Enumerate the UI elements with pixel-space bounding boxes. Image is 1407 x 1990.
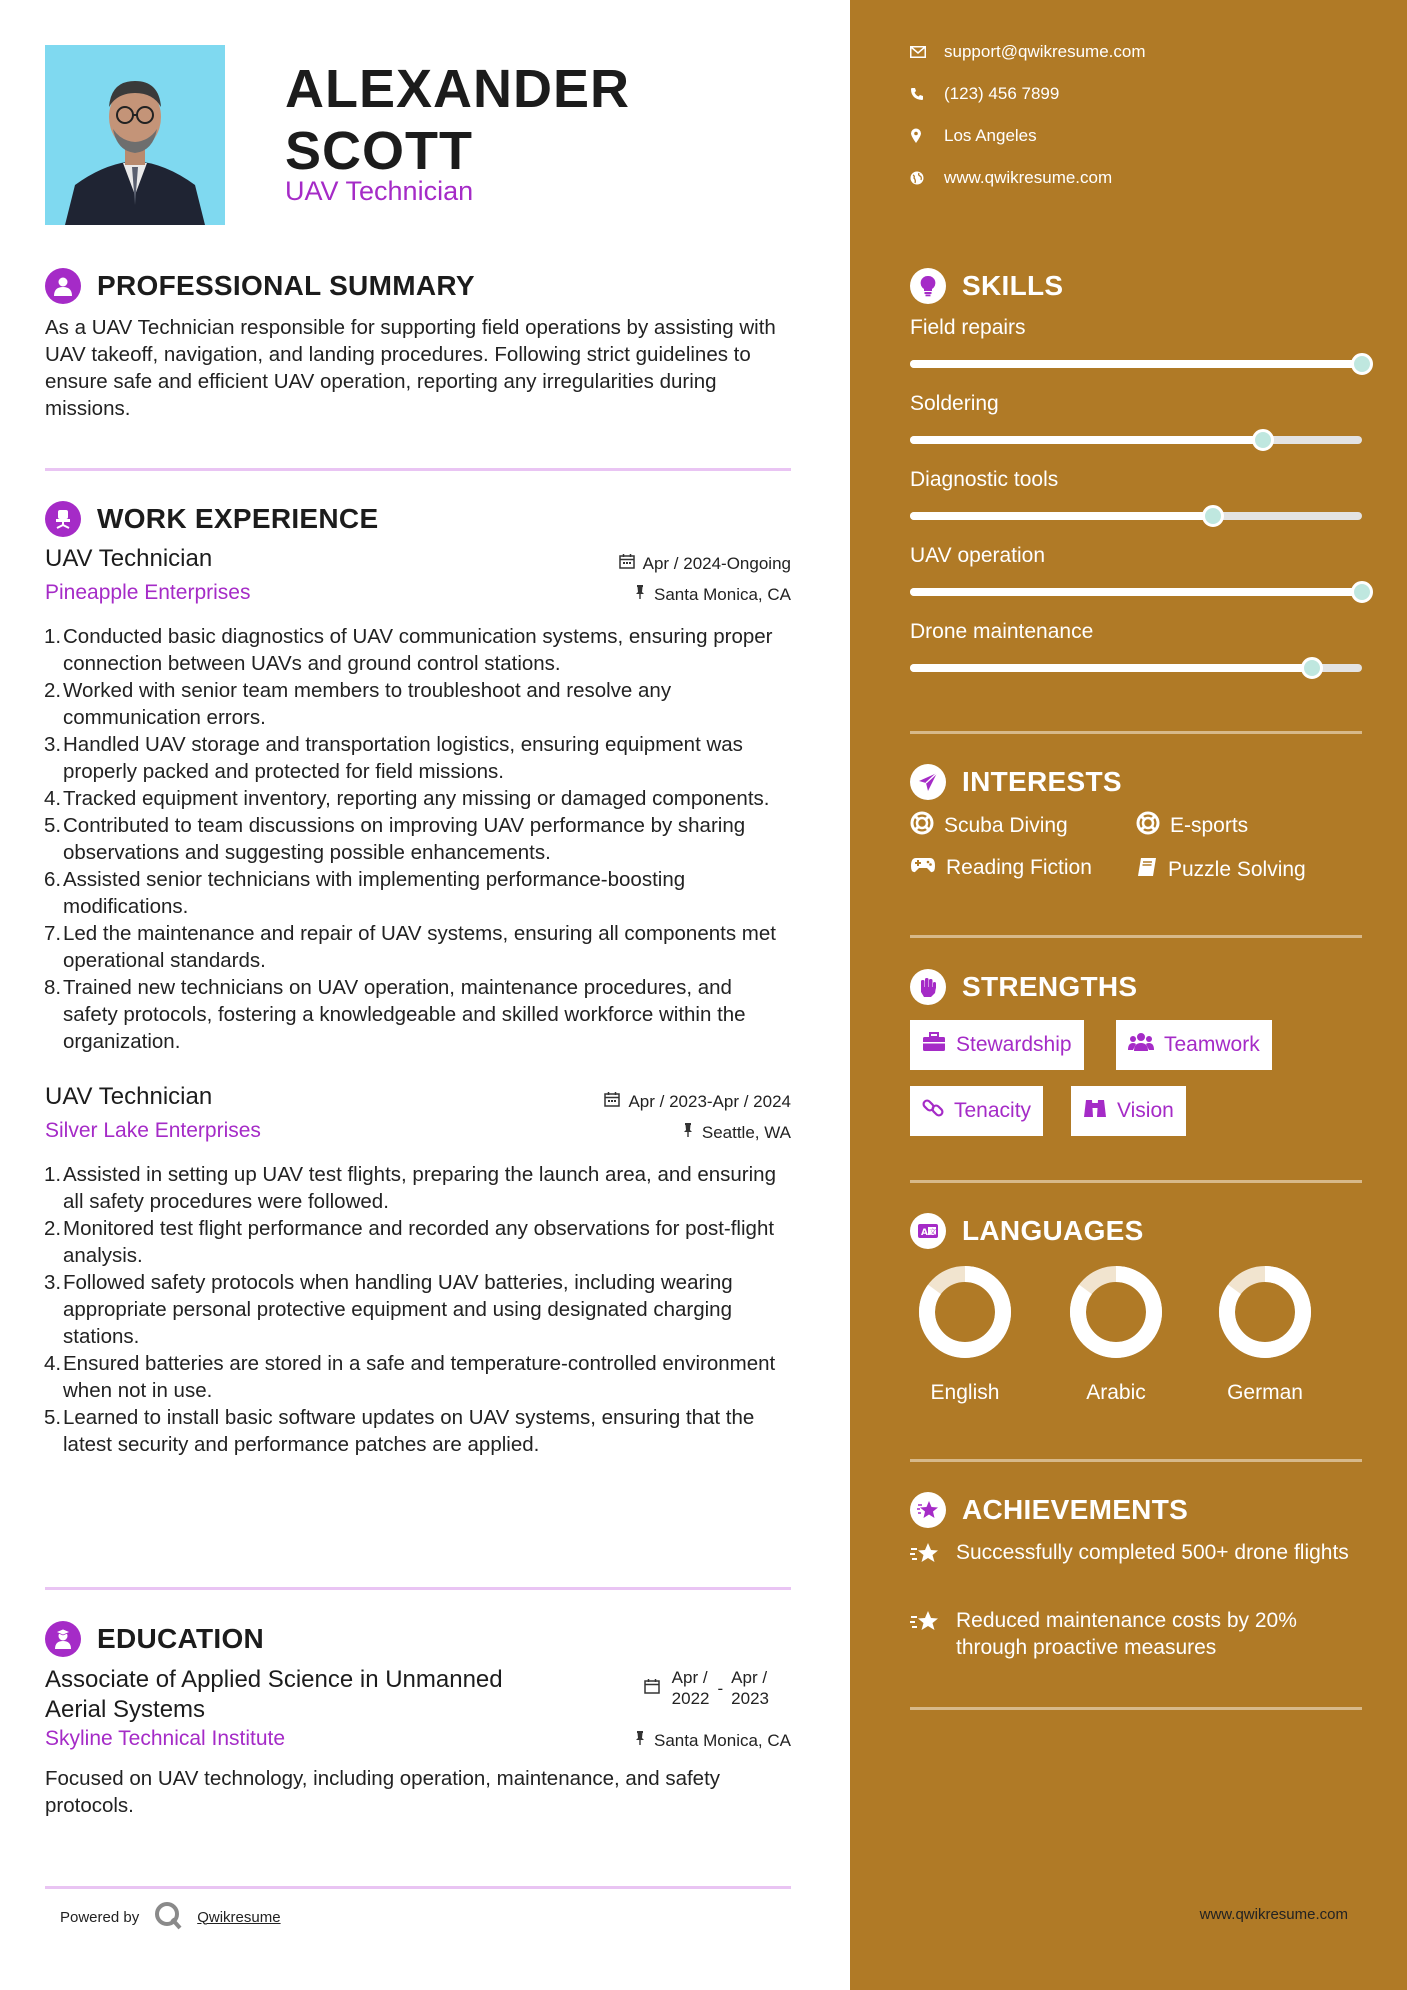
skill-bar-fill xyxy=(910,664,1312,672)
divider xyxy=(910,1707,1362,1710)
skill-bar-knob xyxy=(1202,505,1224,527)
list-item: 3. Handled UAV storage and transportation logistics, ensuring equipment was properly packed and protected for field missions. xyxy=(44,733,743,783)
job-duties xyxy=(45,1161,791,1458)
edu-end: Apr / 2023 xyxy=(731,1668,769,1708)
qwikresume-link[interactable]: Qwikresume xyxy=(197,1908,281,1926)
job-entry xyxy=(45,545,791,1055)
contact-location xyxy=(910,126,1037,146)
summary-section xyxy=(45,266,791,422)
pushpin-icon xyxy=(634,584,646,605)
job-title: UAV Technician xyxy=(285,176,474,206)
edu-dash: - xyxy=(717,1678,724,1698)
divider xyxy=(45,468,791,471)
job-duties xyxy=(45,623,791,1055)
languages-header xyxy=(910,1211,1144,1251)
language-name: Arabic xyxy=(1086,1381,1146,1404)
achievements-heading: ACHIEVEMENTS xyxy=(962,1494,1189,1525)
skill-name: Diagnostic tools xyxy=(910,468,1059,491)
language-item xyxy=(910,1262,1020,1405)
footer-website[interactable]: www.qwikresume.com xyxy=(1199,1906,1348,1923)
office-chair-icon xyxy=(45,501,81,537)
star-icon xyxy=(910,1607,944,1661)
job-date xyxy=(604,1091,791,1112)
divider xyxy=(910,1459,1362,1462)
language-icon xyxy=(910,1213,946,1249)
education-heading: EDUCATION xyxy=(97,1623,265,1654)
company-name: Pineapple Enterprises xyxy=(45,581,251,604)
fist-icon xyxy=(910,969,946,1005)
skill-bar xyxy=(910,436,1362,444)
language-item xyxy=(1061,1262,1171,1405)
languages-heading: LANGUAGES xyxy=(962,1215,1144,1246)
skill-name: Drone maintenance xyxy=(910,620,1094,643)
language-ring xyxy=(1061,1262,1171,1362)
name-last: SCOTT xyxy=(285,121,473,181)
education-location-text: Santa Monica, CA xyxy=(653,1730,791,1750)
svg-text:文: 文 xyxy=(929,1227,937,1236)
list-item: 6. Assisted senior technicians with implementing performance-boosting modifications. xyxy=(44,868,686,918)
paper-plane-icon xyxy=(910,764,946,800)
degree-title: Associate of Applied Science in Unmanned Aerial Systems xyxy=(45,1666,503,1723)
list-item: 8. Trained new technicians on UAV operation, maintenance procedures, and safety protocols, fostering a knowledgeable and skilled workforce within the organization. xyxy=(44,976,746,1053)
skill-bar-knob xyxy=(1252,429,1274,451)
list-item: 4. Tracked equipment inventory, reporting any missing or damaged components. xyxy=(44,787,770,810)
strengths-header xyxy=(910,967,1137,1007)
summary-text: As a UAV Technician responsible for supporting field operations by assisting with UAV takeoff, navigation, and landing procedures. Following strict guidelines to ensure safe and efficient UAV operation, reporting any irregularities during missions. xyxy=(45,316,776,420)
skill-bar-fill xyxy=(910,360,1362,368)
job-position: UAV Technician xyxy=(45,545,213,572)
job-location-text: Santa Monica, CA xyxy=(653,584,791,604)
list-item: 2. Monitored test flight performance and recorded any observations for post-flight analysis. xyxy=(44,1217,775,1267)
achievement-item: Successfully completed 500+ drone flights xyxy=(910,1539,1362,1574)
skill-bar-fill xyxy=(910,436,1263,444)
interests-header xyxy=(910,762,1122,802)
skill-name: Field repairs xyxy=(910,316,1026,339)
interests-heading: INTERESTS xyxy=(962,766,1122,797)
calendar-icon xyxy=(604,1091,620,1112)
contact-phone xyxy=(910,84,1059,104)
skill-bar-fill xyxy=(910,512,1213,520)
interest-item: Reading Fiction xyxy=(910,856,1092,880)
star-badge-icon xyxy=(910,1492,946,1528)
divider xyxy=(45,1886,791,1889)
pushpin-icon xyxy=(682,1122,694,1143)
skill-bar-knob xyxy=(1351,581,1373,603)
language-ring xyxy=(910,1262,1020,1362)
skills-heading: SKILLS xyxy=(962,270,1064,301)
skill-name: Soldering xyxy=(910,392,999,415)
list-item: 4. Ensured batteries are stored in a safe and temperature-controlled environment when not in use. xyxy=(44,1352,776,1402)
envelope-icon xyxy=(910,46,944,58)
education-location xyxy=(634,1730,791,1751)
strength-chip: Stewardship xyxy=(910,1020,1084,1070)
phone-icon xyxy=(910,87,944,101)
skill-bar xyxy=(910,664,1362,672)
powered-by-label: Powered by xyxy=(60,1908,140,1926)
interest-item: Scuba Diving xyxy=(910,811,1068,841)
list-item: 5. Learned to install basic software updates on UAV systems, ensuring that the latest security and performance patches are applied. xyxy=(44,1406,755,1456)
book-icon xyxy=(1136,856,1158,884)
life-ring-icon xyxy=(1136,811,1160,841)
job-date-text: Apr / 2023-Apr / 2024 xyxy=(628,1091,791,1111)
calendar-icon xyxy=(644,1678,660,1699)
job-location-text: Seattle, WA xyxy=(701,1122,791,1142)
experience-section xyxy=(45,499,791,1458)
skill-item xyxy=(910,620,1362,672)
strengths-heading: STRENGTHS xyxy=(962,971,1138,1002)
map-pin-icon xyxy=(910,128,944,144)
globe-icon xyxy=(910,171,944,185)
interest-item: E-sports xyxy=(1136,811,1248,841)
experience-heading: WORK EXPERIENCE xyxy=(97,503,379,534)
list-item: 2. Worked with senior team members to troubleshoot and resolve any communication errors. xyxy=(44,679,672,729)
svg-text:A: A xyxy=(921,1228,928,1238)
job-date-text: Apr / 2024-Ongoing xyxy=(642,553,791,573)
list-item: 7. Led the maintenance and repair of UAV systems, ensuring all components met operational standards. xyxy=(44,922,776,972)
binoculars-icon xyxy=(1083,1097,1107,1125)
strength-chip: Teamwork xyxy=(1116,1020,1272,1070)
users-icon xyxy=(1128,1032,1154,1058)
skill-bar-knob xyxy=(1301,657,1323,679)
skill-item xyxy=(910,468,1362,520)
job-location xyxy=(682,1122,791,1143)
name-first: ALEXANDER xyxy=(285,59,631,119)
job-date xyxy=(619,553,791,574)
skill-item xyxy=(910,316,1362,368)
user-icon xyxy=(45,268,81,304)
link-icon xyxy=(922,1097,944,1125)
contact-website xyxy=(910,168,1112,188)
strength-chip: Vision xyxy=(1071,1086,1186,1136)
email-text[interactable]: support@qwikresume.com xyxy=(944,42,1146,61)
achievements-header xyxy=(910,1490,1188,1530)
list-item: 1. Conducted basic diagnostics of UAV communication systems, ensuring proper connection between UAVs and ground control stations. xyxy=(44,625,773,675)
life-ring-icon xyxy=(910,811,934,841)
interest-item: Puzzle Solving xyxy=(1136,856,1306,884)
skill-item xyxy=(910,544,1362,596)
skill-item xyxy=(910,392,1362,444)
qwikresume-logo-icon xyxy=(153,1900,183,1934)
achievement-item: Reduced maintenance costs by 20% through proactive measures xyxy=(910,1607,1362,1661)
company-name: Silver Lake Enterprises xyxy=(45,1119,261,1142)
language-name: German xyxy=(1227,1381,1303,1404)
skill-bar xyxy=(910,512,1362,520)
star-icon xyxy=(910,1539,944,1574)
gamepad-icon xyxy=(910,856,936,880)
job-location xyxy=(634,584,791,605)
pushpin-icon xyxy=(634,1730,646,1751)
list-item: 1. Assisted in setting up UAV test flights, preparing the launch area, and ensuring all safety procedures were followed. xyxy=(44,1163,776,1213)
divider xyxy=(910,1180,1362,1183)
skill-bar xyxy=(910,588,1362,596)
list-item: 5. Contributed to team discussions on improving UAV performance by sharing observations and suggesting possible enhancements. xyxy=(44,814,746,864)
candidate-name xyxy=(285,58,630,182)
education-section xyxy=(45,1619,791,1819)
job-position: UAV Technician xyxy=(45,1083,213,1110)
website-text[interactable]: www.qwikresume.com xyxy=(944,168,1113,187)
skill-bar-fill xyxy=(910,588,1362,596)
divider xyxy=(45,1587,791,1590)
job-entry xyxy=(45,1083,791,1458)
sidebar xyxy=(850,0,1407,1990)
lightbulb-icon xyxy=(910,268,946,304)
divider xyxy=(910,731,1362,734)
profile-photo xyxy=(45,45,225,225)
strength-chip: Tenacity xyxy=(910,1086,1043,1136)
graduation-icon xyxy=(45,1621,81,1657)
skill-bar-knob xyxy=(1351,353,1373,375)
contact-email xyxy=(910,42,1146,62)
skills-header xyxy=(910,266,1063,306)
skill-name: UAV operation xyxy=(910,544,1046,567)
school-name: Skyline Technical Institute xyxy=(45,1727,286,1750)
footer xyxy=(60,1900,281,1934)
calendar-icon xyxy=(619,553,635,574)
divider xyxy=(910,935,1362,938)
location-text: Los Angeles xyxy=(944,126,1037,145)
language-ring xyxy=(1210,1262,1320,1362)
skill-bar xyxy=(910,360,1362,368)
summary-heading: PROFESSIONAL SUMMARY xyxy=(97,270,475,301)
language-name: English xyxy=(930,1381,1000,1404)
phone-text: (123) 456 7899 xyxy=(944,84,1060,103)
edu-start: Apr / 2022 xyxy=(671,1668,710,1708)
education-description: Focused on UAV technology, including operation, maintenance, and safety protocols. xyxy=(45,1767,721,1817)
language-item xyxy=(1210,1262,1320,1405)
briefcase-icon xyxy=(922,1032,946,1058)
education-dates xyxy=(644,1667,769,1709)
list-item: 3. Followed safety protocols when handling UAV batteries, including wearing appropriate personal protective equipment and using designated charging stations. xyxy=(44,1271,733,1348)
